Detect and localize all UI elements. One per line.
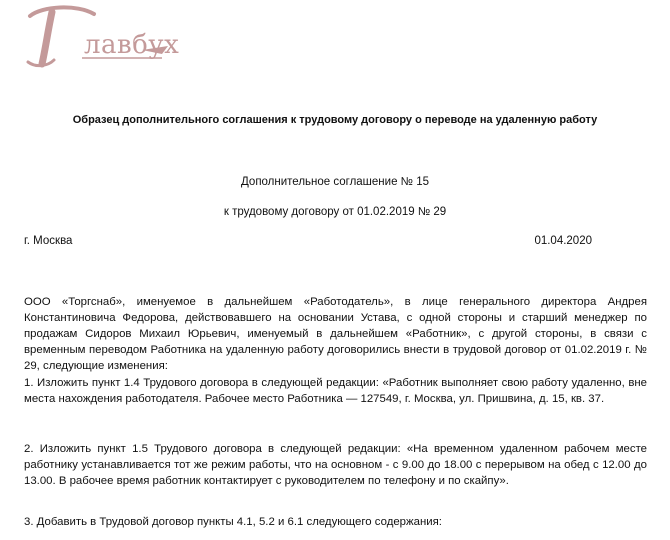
glavbukh-logo [22,2,180,72]
city: г. Москва [24,235,73,247]
item-2-paragraph: 2. Изложить пункт 1.5 Трудового договора в следующей редакции: «На временном удаленном рабочем месте работнику устанавливается тот же режим работы, что на основном - с 9.00 до 18.00 с перерывом на обед с 12.00 до 13.00. В рабочее время работник контактирует с руководителем по телефону и по скайпу». [24,443,647,487]
document-heading: Образец дополнительного соглашения к трудовому договору о переводе на удаленную работу [72,114,598,126]
item-3-paragraph: 3. Добавить в Трудовой договор пункты 4.1, 5.2 и 6.1 следующего содержания: [24,516,442,528]
logo-text: лавбух [84,30,180,60]
item-1-paragraph: 1. Изложить пункт 1.4 Трудового договора в следующей редакции: «Работник выполняет свою работу удаленно, вне места нахождения работодателя. Рабочее место Работника — 127549, г. Москва, ул. Пришвина, д. 15, кв. 37. [24,377,647,405]
intro-paragraph: ООО «Торгснаб», именуемое в дальнейшем «Работодатель», в лице генерального директора Андрея Константиновича Федорова, действовавшего на основании Устава, с одной стороны и старший менеджер по продажам Сидоров Михаил Юрьевич, именуемый в дальнейшем «Работник», с другой стороны, в связи с временным переводом Работника на удаленную работу договорились внести в трудовой договор от 01.02.2019 г. № 29, следующие изменения: [24,296,647,372]
agreement-subtitle: к трудовому договору от 01.02.2019 № 29 [223,206,447,218]
agreement-title: Дополнительное соглашение № 15 [241,176,429,188]
date: 01.04.2020 [534,235,592,247]
